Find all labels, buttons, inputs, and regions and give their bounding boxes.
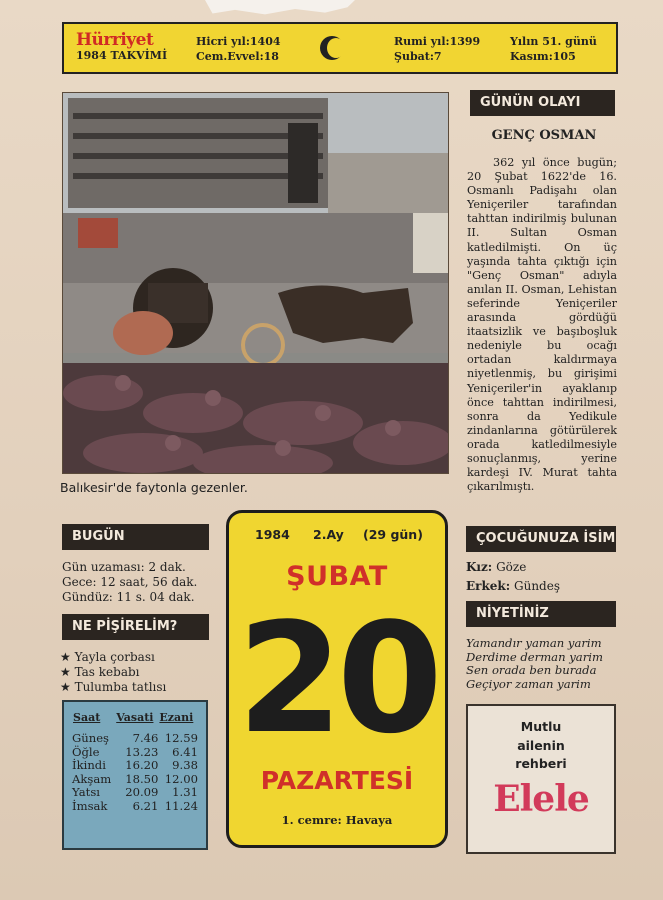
date-month-days: (29 gün) xyxy=(363,527,423,542)
girl-name-line xyxy=(466,558,560,577)
event-text xyxy=(467,156,617,494)
prayer-ezani: 11.24 xyxy=(164,798,198,813)
date-note: 1. cemre: Havaya xyxy=(281,813,393,827)
ad-line: rehberi xyxy=(515,756,567,771)
prayer-name: Öğle xyxy=(72,744,100,759)
date-month-number: 2.Ay xyxy=(313,527,344,542)
ad-tagline xyxy=(468,718,614,774)
prayer-vasati: 16.20 xyxy=(125,758,159,772)
daytime-line: Gündüz: 11 s. 04 dak. xyxy=(62,590,195,604)
table-row xyxy=(72,732,198,746)
table-row xyxy=(72,759,198,773)
ad-line: Mutlu xyxy=(520,719,562,734)
section-ne-pisirelim-heading: NE PİŞİRELİM? xyxy=(62,614,209,640)
section-gunun-olayi-heading: GÜNÜN OLAYI xyxy=(470,90,615,116)
weekday-name: PAZARTESİ xyxy=(260,766,414,795)
table-row xyxy=(72,800,198,814)
day-of-year-block xyxy=(510,34,597,64)
prayer-vasati: 6.21 xyxy=(132,798,159,813)
photo-phaeton xyxy=(62,92,449,474)
section-cocuk-isim-heading: ÇOCUĞUNUZA İSİM xyxy=(466,526,616,552)
moon-phase-icon xyxy=(318,35,346,63)
menu-item: ★ Yayla çorbası xyxy=(60,650,166,665)
day-of-year: Yılın 51. günü xyxy=(510,35,597,48)
prayer-ezani: 12.00 xyxy=(164,771,198,786)
poem-line: Derdime derman yarim xyxy=(466,649,603,664)
event-paragraph: 362 yıl önce bugün; 20 Şubat 1622'de 16. Osmanlı Padişahı olan Yeniçeriler tarafından tahttan indirilmiş bulunan II. Sultan Osman katledilmişti. On üç yaşında tahta çıktığı için "Genç Osman" adıyla anılan II. Osman, Lehistan seferinde Yeniçeriler arasında gördüğü itaatsizlik ve başıboşluk nedeniyle bu ocağı ortadan kaldırmaya niyetlenmiş, bu girişimi Yeniçeriler'in ayaklanıp önce tahttan indirilmesi, sonra da Yedikule zindanlarına götürülerek orada katledilmesiyle sonuçlanmış, yerine kardeşi IV. Murat tahta çıkarılmıştı. xyxy=(467,156,617,494)
prayer-times-table xyxy=(62,700,208,850)
bugun-info xyxy=(62,560,197,605)
prayer-vasati: 13.23 xyxy=(125,744,159,759)
prayer-ezani: 12.59 xyxy=(164,731,198,745)
col-header-vasati: Vasati xyxy=(116,711,154,724)
rumi-subat: Şubat:7 xyxy=(394,50,442,63)
boy-label: Erkek: xyxy=(466,579,511,593)
prayer-name: İmsak xyxy=(72,798,108,813)
menu-item: ★ Tulumba tatlısı xyxy=(60,680,166,695)
photo-caption: Balıkesir'de faytonla gezenler. xyxy=(60,480,248,495)
prayer-ezani: 9.38 xyxy=(172,758,198,772)
kasim-count: Kasım:105 xyxy=(510,50,576,63)
girl-name: Göze xyxy=(496,560,527,574)
prayer-vasati: 20.09 xyxy=(125,785,159,799)
event-title: GENÇ OSMAN xyxy=(491,128,597,143)
date-box xyxy=(226,510,448,848)
calendar-title: 1984 TAKVİMİ xyxy=(76,49,168,62)
header-band xyxy=(62,22,618,74)
prayer-vasati: 18.50 xyxy=(125,771,159,786)
boy-name: Gündeş xyxy=(514,579,560,593)
hijri-block xyxy=(196,34,281,64)
torn-edge xyxy=(205,0,355,18)
brand-block xyxy=(76,31,196,63)
prayer-name: Güneş xyxy=(72,731,110,745)
col-header-saat: Saat xyxy=(73,711,101,724)
menu-item: ★ Tas kebabı xyxy=(60,665,166,680)
menu-list xyxy=(60,650,166,695)
day-number: 20 xyxy=(237,590,437,767)
night-line: Gece: 12 saat, 56 dak. xyxy=(62,575,198,589)
month-name: ŞUBAT xyxy=(286,561,388,592)
col-header-ezani: Ezani xyxy=(159,711,194,724)
date-year: 1984 xyxy=(255,527,290,542)
elele-logo: Elele xyxy=(493,778,589,820)
poem-line: Yamandır yaman yarim xyxy=(466,636,602,650)
poem-line: Sen orada ben burada xyxy=(466,663,597,677)
elele-advertisement xyxy=(466,704,616,854)
hijri-year: Hicri yıl:1404 xyxy=(196,35,281,48)
table-row xyxy=(72,746,198,760)
section-niyet-heading: NİYETİNİZ xyxy=(466,601,616,627)
ad-line: ailenin xyxy=(517,737,565,753)
prayer-name: Yatsı xyxy=(72,785,100,799)
fortune-poem xyxy=(466,637,603,691)
prayer-name: İkindi xyxy=(72,758,106,772)
name-suggestions xyxy=(466,558,560,596)
cem-evvel: Cem.Evvel:18 xyxy=(196,50,279,63)
day-length-line: Gün uzaması: 2 dak. xyxy=(62,560,186,574)
prayer-ezani: 1.31 xyxy=(172,785,198,799)
table-row xyxy=(72,786,198,800)
rumi-block xyxy=(394,34,480,64)
prayer-name: Akşam xyxy=(72,771,112,786)
boy-name-line xyxy=(466,577,560,596)
prayer-vasati: 7.46 xyxy=(132,731,159,745)
table-row xyxy=(72,773,198,787)
rumi-year: Rumi yıl:1399 xyxy=(394,35,481,48)
hurriyet-logo: Hürriyet xyxy=(76,30,154,50)
section-bugun-heading: BUGÜN xyxy=(62,524,209,550)
prayer-ezani: 6.41 xyxy=(172,744,198,759)
poem-line: Geçiyor zaman yarim xyxy=(466,676,591,691)
girl-label: Kız: xyxy=(466,560,493,574)
